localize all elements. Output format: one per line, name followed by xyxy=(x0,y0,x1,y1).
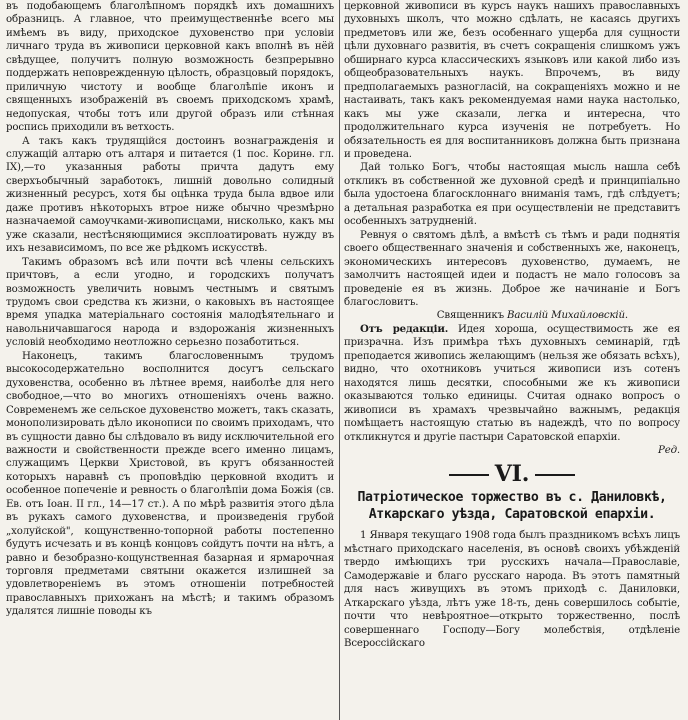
editor-text: Идея хороша, осуществимость же ея призрачна. Изъ примѣра тѣхъ духовныхъ семинарій, гдѣ преподается живопись желающимъ (нельзя же обязать всѣхъ), видно, что охотниковъ учиться живописи изъ сотенъ находятся лишь десятки, способными же къ живописи оказываются только единицы. Считая однако вопросъ о живописи въ храмахъ чрезвычайно важнымъ, редакція помѣщаетъ настоящую статью въ надеждѣ, что по вопросу откликнутся и другіе пастыри Саратовской епархіи. xyxy=(344,323,680,443)
section-title-line: Патріотическое торжество въ с. Даниловкѣ, xyxy=(357,490,667,506)
paragraph: въ подобающемъ благолѣпномъ порядкѣ ихъ домашнихъ образницъ. А главное, что преимущественнѣе всего мы имѣемъ въ виду, приходское духовенство при условіи личнаго труда въ живописи церковной какъ вполнѣ въ нёй свѣдущее, получитъ полную возможность безпрерывно поддержать неповрежденную цѣлость, образцовый порядокъ, приличную чистоту и вообще благолѣпіе иконъ и священныхъ изображеній въ своемъ приходскомъ храмѣ, недопуская, чтобы тотъ или другой образъ или стѣнная роспись приходили въ ветхость. xyxy=(6,1,334,134)
signature-prefix: Священникъ xyxy=(436,310,504,322)
column-divider xyxy=(339,0,340,720)
section-title xyxy=(344,489,680,523)
editor-note xyxy=(344,323,680,444)
paragraph: Ревнуя о святомъ дѣлѣ, а вмѣстѣ съ тѣмъ и ради поднятія своего общественнаго значенія и собственныхъ же, наконецъ, экономическихъ интересовъ духовенство, думаемъ, не замолчитъ настоящей идеи и подастъ не мало голосовъ за проведеніе ея въ жизнь. Доброе же начинаніе и Богъ благословитъ. xyxy=(344,229,680,308)
section-number-block xyxy=(344,461,680,487)
paragraph: Наконецъ, такимъ благословеннымъ трудомъ высокосодержательно восполнится досугъ сельскаго духовенства, особенно въ лѣтнее время, наиболѣе для него свободное,—что во многихъ отношеніяхъ очень важно. Современемъ же сельское духовенство можетъ, такъ сказать, монополизировать дѣло иконописи по своимъ приходамъ, что въ сущности давно бы слѣдовало въ виду исключительной его важности и свойственности прежде всего именно лицамъ, служащимъ Церкви Христовой, въ кругъ обязанностей которыхъ наравнѣ съ проповѣдію церковной входитъ и особенное попеченіе и ревность о благолѣпіи дома Божія (св. Ев. отъ Іоан. II гл., 14—17 ст.). А по мѣрѣ развитія этого дѣла въ рукахъ самого духовенства, и произведенія грубой „холуйской", кощунственно-топорной работы постепенно будутъ исчезать и въ концѣ концовъ сойдутъ почти на нѣтъ, а равно и безобразно-кощунственная базарная и ярмарочная торговля предметами святыни окажется излишней за удовлетвореніемъ въ этомъ отношеніи потребностей православныхъ прихожанъ на мѣстѣ; и такимъ образомъ удалятся лишніе поводы къ xyxy=(6,350,334,618)
paragraph: А такъ какъ трудящійся достоинъ вознагражденія и служащій алтарю отъ алтаря и питается (1 пос. Коринѳ. гл. IX),—то указанныя работы причта дадутъ ему сверхъобычный заработокъ, лишній довольно солидный жизненный ресурсъ, хотя бы оцѣнка труда была вдвое или даже противъ нѣкоторыхъ втрое ниже обычно чрезмѣрно назначаемой самоучками-живописцами, нисколько, какъ мы уже сказали, нестѣсняющимися эксплоатировать нужду въ ихъ независимомъ, по все же рѣдкомъ искусствѣ. xyxy=(6,135,334,255)
paragraph: церковной живописи въ курсъ наукъ нашихъ православныхъ духовныхъ школъ, что можно сдѣлать, не касаясь другихъ предметовъ или же, безъ особеннаго ущерба для сущности цѣли духовнаго развитія, въ счетъ сокращенія слишкомъ ужъ обширнаго курса классическихъ языковъ или какой либо изъ общеобразовательныхъ наукъ. Впрочемъ, въ виду предполагаемыхъ разногласій, на сокращеніяхъ можно и не настаивать, такъ какъ рекомендуемая нами наука настолько, какъ мы уже сказали, легка и интересна, что продолжительнаго курса изученія не потребуетъ. Но обязательность ея для воспитанниковъ должна быть признана и проведена. xyxy=(344,1,680,160)
author-signature xyxy=(344,309,628,322)
editor-label: Отъ редакціи. xyxy=(360,322,449,335)
signature-name: Василій Михайловскій. xyxy=(507,310,628,322)
section-number: VI. xyxy=(494,461,530,488)
paragraph: Такимъ образомъ всѣ или почти всѣ члены сельскихъ причтовъ, а если угодно, и городскихъ получатъ возможность увеличить новымъ честнымъ и святымъ трудомъ свои средства къ жизни, о каковыхъ въ настоящее время упадка матеріальнаго состоянія малодѣятельнаго и навольничавшагося народа и вздорожанія жизненныхъ условій необходимо неотложно серьезно позаботиться. xyxy=(6,256,334,349)
paragraph: 1 Января текущаго 1908 года былъ праздникомъ всѣхъ лицъ мѣстнаго приходскаго населенія, въ основѣ своихъ убѣжденій твердо имѣющихъ три русскихъ начала—Православіе, Самодержавіе и благо русскаго народа. Въ этотъ памятный для насъ живущихъ въ этомъ приходѣ с. Даниловки, Аткарскаго уѣзда, лѣтъ уже 18-ть, день совершилось событіе, почти что невѣроятное—открыто торжественно, послѣ совершеннаго Господу—Богу молебствія, отдѣленіе Всероссійскаго xyxy=(344,530,680,650)
decorative-rule xyxy=(449,474,489,476)
editor-sign: Ред. xyxy=(658,444,680,456)
decorative-rule xyxy=(535,474,575,476)
left-column xyxy=(6,0,334,619)
right-column xyxy=(344,0,680,650)
section-title-line: Аткарскаго уѣзда, Саратовской епархіи. xyxy=(368,507,656,523)
paragraph: Дай только Богъ, чтобы настоящая мысль нашла себѣ откликъ въ собственной же духовной средѣ и принципіально была удостоена благосклоннаго вниманія тамъ, гдѣ слѣдуетъ; а детальная разработка ея при осуществленіи не представитъ особенныхъ затрудненій. xyxy=(344,162,680,228)
